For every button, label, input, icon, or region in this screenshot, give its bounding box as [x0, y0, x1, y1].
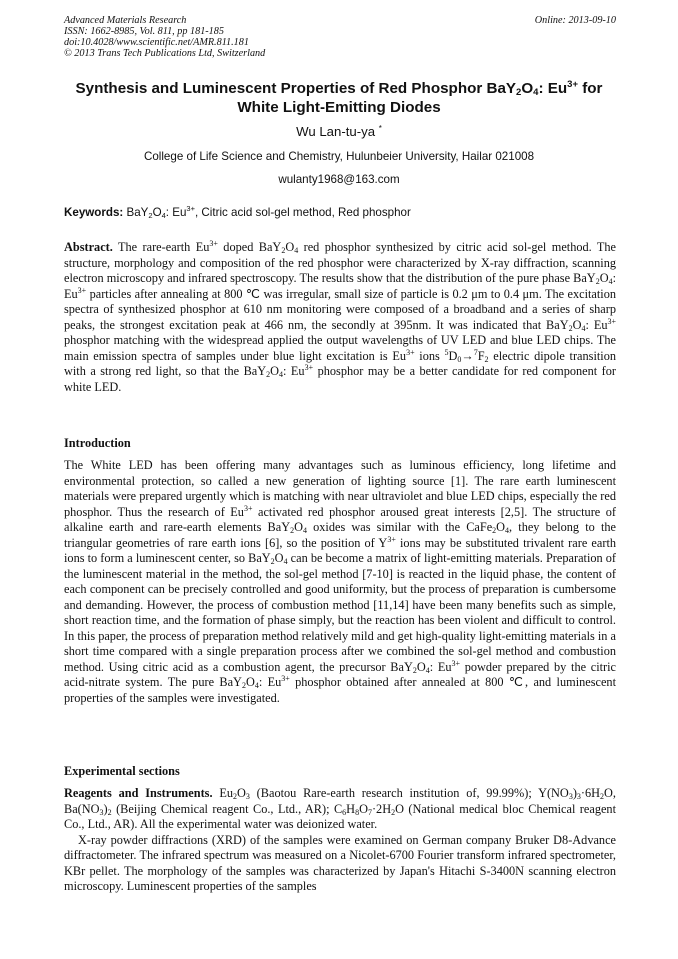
instruments-paragraph: X-ray powder diffractions (XRD) of the samples were examined on German company Bruker D8-Advance diffractometer. The infrared spectrum was measured on a Nicolet-6700 Fourier transform infrared spectrometer, KBr pellet. The morphology of the samples was characterized by Japan's Hitachi S-3400N scanning electron microscopy. Luminescent properties of the samples [64, 832, 616, 893]
author-name: Wu Lan-tu-ya * [296, 124, 382, 139]
keywords: Keywords: $BaY_2O_4$: $Eu^{3+}$, Citric acid sol-gel method, Red phosphor [64, 204, 411, 220]
keywords-label: Keywords: [64, 206, 124, 219]
corresponding-mark: * [378, 124, 382, 133]
paper-title: Synthesis and Luminescent Properties of Red Phosphor $BaY_2O_4$: $Eu^{3+}$ for White Light-Emitting Diodes [75, 79, 603, 116]
abstract: Abstract. The rare-earth $Eu^{3+}$ doped $BaY_2O_4$ red phosphor synthesized by citric acid sol-gel method. The structure, morphology and composition of the red phosphor were characterized by X-ray diffraction, scanning electron microscopy and infrared spectroscopy. The results show that the distribution of the pure phase $BaY_2O_4$: $Eu^{3+}$ particles after annealing at 800 ℃ was irregular, small size of particle is 0.2 μm to 0.4 μm. The excitation spectra of synthesized phosphor at 610 nm monitoring were composed of a broadband and a series of sharp peaks, the strongest excitation peak at 466 nm, the secondly at 395nm. It was indicated that $BaY_2O_4$: $Eu^{3+}$ phosphor matching with the widespread applied the output wavelengths of UV LED and blue LED chips. The main emission spectra of samples under blue light excitation is $Eu^{3+}$ ions $^5D_0\to^7F_2$ electric dipole transition with a strong red light, so that the $BaY_2O_4$: $Eu^{3+}$ phosphor may be a better candidate for red component for white LED. [64, 239, 617, 394]
email: wulanty1968@163.com [278, 173, 400, 186]
experimental-body: Reagents and Instruments. $Eu_2O_3$ (Baotou Rare-earth research institution of, 99.99%); $Y(NO_3)_3\cdot 6H_2O$, $Ba(NO_3)_2$ (Beijing Chemical reagent Co., Ltd., AR); $C_6H_8O_7\cdot 2H_2O$ (National medical bloc Chemical reagent Co., Ltd., AR). All the experimental water was deionized water. X-ray powder diffractions (XRD) of the samples were examined on German company Bruker D8-Advance diffractometer. The infrared spectrum was measured on a Nicolet-6700 Fourier transform infrared spectrometer, KBr pellet. The morphology of the samples was characterized by Japan's Hitachi S-3400N scanning electron microscopy. Luminescent properties of the samples [64, 786, 617, 893]
experimental-heading: Experimental sections [64, 764, 180, 778]
online-date: Online: 2013-09-10 [534, 15, 616, 26]
affiliation: College of Life Science and Chemistry, Hulunbeier University, Hailar 021008 [143, 150, 535, 163]
reagents-label: Reagents and Instruments. [64, 786, 213, 800]
journal-name: Advanced Materials Research [64, 15, 187, 26]
introduction-heading: Introduction [64, 436, 131, 450]
introduction-body: The White LED has been offering many advantages such as luminous efficiency, long lifetime and environmental protection, so called a new generation of lighting source [1]. The rare earth luminescent materials were prepared urgently which is matching with near ultraviolet and blue LED chips, especially the red phosphor. Thus the research of $Eu^{3+}$ activated red phosphor aroused great interests [2,5]. The structure of alkaline earth and rare-earth elements $BaY_2O_4$ oxides was similar with the $CaFe_2O_4$, they belong to the triangular geometries of rare earth ions [6], so the position of $Y^{3+}$ ions may be substituted trivalent rare earth ions to form a luminescent center, so $BaY_2O_4$ can be become a matrix of light-emitting materials. Preparation of the luminescent material in the method, the sol-gel method [7-10] is reacted in the liquid phase, the content of each component can be precisely controlled and good uniformity, but the process of preparation is cumbersome and demanding. However, the process of combustion method [11,14] have been many benefits such as simple, short reaction time, and the formation of phase simply, but the reaction has been violent and difficult to control. In this paper, the process of preparation method relatively mild and get high-quality light-emitting materials in a short time compared with a single preparation process after we combined the sol-gel method and combustion method. Using citric acid as a combustion agent, the precursor $BaY_2O_4$: $Eu^{3+}$ powder prepared by the citric acid-nitrate system. The pure $BaY_2O_4$: $Eu^{3+}$ phosphor obtained after annealed at 800 ℃, and luminescent properties of the samples were investigated. [64, 458, 617, 705]
abstract-label: Abstract. [64, 240, 113, 254]
journal-header [64, 15, 616, 59]
doi-line: doi:10.4028/www.scientific.net/AMR.811.181 [64, 37, 249, 48]
copyright-line: © 2013 Trans Tech Publications Ltd, Switzerland [64, 48, 266, 59]
issn-line: ISSN: 1662-8985, Vol. 811, pp 181-185 [64, 26, 224, 37]
